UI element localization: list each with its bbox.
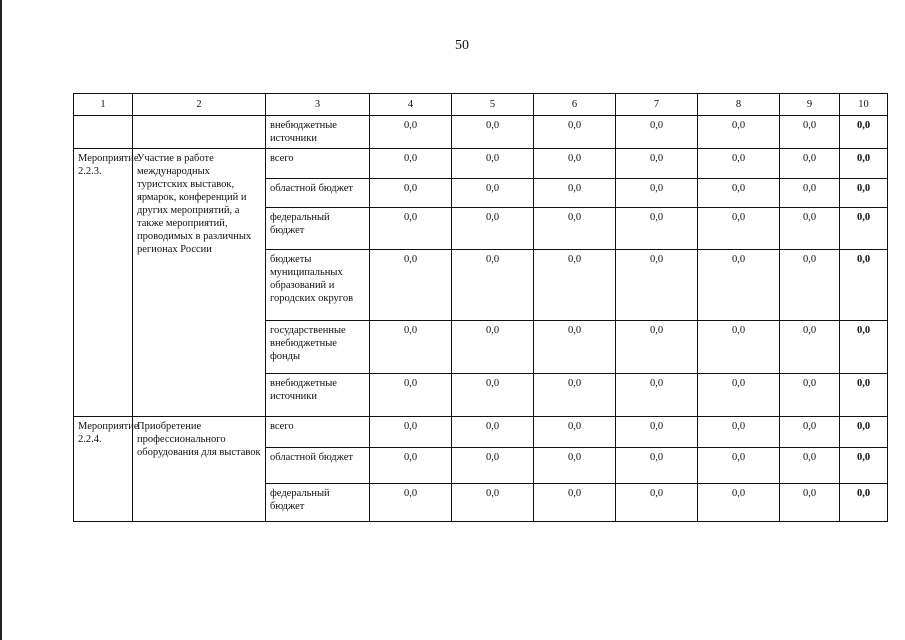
value-cell: 0,0 [370, 321, 452, 374]
value-cell: 0,0 [370, 208, 452, 250]
value-cell: 0,0 [616, 321, 698, 374]
measure-code-cell [74, 116, 133, 149]
value-cell: 0,0 [370, 484, 452, 522]
value-cell: 0,0 [616, 374, 698, 417]
value-cell: 0,0 [616, 250, 698, 321]
value-cell: 0,0 [840, 179, 888, 208]
page-number: 50 [455, 38, 469, 53]
column-header: 7 [616, 94, 698, 116]
column-header: 4 [370, 94, 452, 116]
value-cell: 0,0 [616, 179, 698, 208]
value-cell: 0,0 [698, 448, 780, 484]
value-cell: 0,0 [534, 484, 616, 522]
value-cell: 0,0 [698, 208, 780, 250]
column-header: 8 [698, 94, 780, 116]
value-cell: 0,0 [616, 149, 698, 179]
value-cell: 0,0 [780, 374, 840, 417]
value-cell: 0,0 [452, 208, 534, 250]
value-cell: 0,0 [780, 484, 840, 522]
value-cell: 0,0 [616, 208, 698, 250]
value-cell: 0,0 [534, 417, 616, 448]
value-cell: 0,0 [840, 448, 888, 484]
value-cell: 0,0 [698, 149, 780, 179]
measure-name-cell [133, 116, 266, 149]
value-cell: 0,0 [780, 448, 840, 484]
value-cell: 0,0 [452, 179, 534, 208]
value-cell: 0,0 [840, 374, 888, 417]
funding-source-cell: всего [266, 149, 370, 179]
measure-name-cell: Приобретение профессионального оборудования для выставок [133, 417, 266, 522]
value-cell: 0,0 [452, 484, 534, 522]
value-cell: 0,0 [698, 179, 780, 208]
funding-source-cell: государственные внебюджетные фонды [266, 321, 370, 374]
value-cell: 0,0 [534, 250, 616, 321]
value-cell: 0,0 [780, 250, 840, 321]
value-cell: 0,0 [370, 149, 452, 179]
value-cell: 0,0 [370, 374, 452, 417]
value-cell: 0,0 [534, 321, 616, 374]
funding-source-cell: бюджеты муниципальных образований и городских округов [266, 250, 370, 321]
value-cell: 0,0 [534, 374, 616, 417]
column-header: 6 [534, 94, 616, 116]
column-number-row [74, 94, 888, 116]
value-cell: 0,0 [840, 321, 888, 374]
value-cell: 0,0 [698, 484, 780, 522]
budget-table [73, 93, 888, 522]
value-cell: 0,0 [698, 374, 780, 417]
measure-code-cell: Мероприятие 2.2.3. [74, 149, 133, 417]
table-row [74, 149, 888, 179]
value-cell: 0,0 [616, 417, 698, 448]
column-header: 10 [840, 94, 888, 116]
value-cell: 0,0 [840, 116, 888, 149]
value-cell: 0,0 [370, 448, 452, 484]
column-header: 1 [74, 94, 133, 116]
funding-source-cell: внебюджетные источники [266, 374, 370, 417]
value-cell: 0,0 [370, 417, 452, 448]
value-cell: 0,0 [698, 321, 780, 374]
value-cell: 0,0 [780, 149, 840, 179]
value-cell: 0,0 [452, 448, 534, 484]
value-cell: 0,0 [840, 417, 888, 448]
value-cell: 0,0 [840, 250, 888, 321]
measure-code-cell: Мероприятие 2.2.4. [74, 417, 133, 522]
value-cell: 0,0 [370, 250, 452, 321]
funding-source-cell: областной бюджет [266, 179, 370, 208]
value-cell: 0,0 [534, 179, 616, 208]
funding-source-cell: внебюджетные источники [266, 116, 370, 149]
column-header: 3 [266, 94, 370, 116]
value-cell: 0,0 [698, 250, 780, 321]
funding-source-cell: федеральный бюджет [266, 208, 370, 250]
value-cell: 0,0 [534, 116, 616, 149]
value-cell: 0,0 [698, 417, 780, 448]
table-row [74, 116, 888, 149]
column-header: 9 [780, 94, 840, 116]
value-cell: 0,0 [616, 448, 698, 484]
funding-source-cell: областной бюджет [266, 448, 370, 484]
value-cell: 0,0 [452, 250, 534, 321]
page-left-edge [0, 0, 2, 640]
column-header: 2 [133, 94, 266, 116]
value-cell: 0,0 [698, 116, 780, 149]
value-cell: 0,0 [452, 417, 534, 448]
value-cell: 0,0 [452, 321, 534, 374]
value-cell: 0,0 [616, 116, 698, 149]
funding-source-cell: всего [266, 417, 370, 448]
value-cell: 0,0 [452, 374, 534, 417]
value-cell: 0,0 [780, 208, 840, 250]
value-cell: 0,0 [452, 149, 534, 179]
value-cell: 0,0 [452, 116, 534, 149]
value-cell: 0,0 [840, 208, 888, 250]
value-cell: 0,0 [370, 116, 452, 149]
value-cell: 0,0 [780, 116, 840, 149]
funding-source-cell: федеральный бюджет [266, 484, 370, 522]
value-cell: 0,0 [534, 208, 616, 250]
value-cell: 0,0 [780, 417, 840, 448]
value-cell: 0,0 [534, 149, 616, 179]
table-row [74, 417, 888, 448]
value-cell: 0,0 [534, 448, 616, 484]
value-cell: 0,0 [780, 179, 840, 208]
value-cell: 0,0 [616, 484, 698, 522]
column-header: 5 [452, 94, 534, 116]
measure-name-cell: Участие в работе международных туристских выставок, ярмарок, конференций и других мероприятий, а также мероприятий, проводимых в различных регионах России [133, 149, 266, 417]
value-cell: 0,0 [840, 484, 888, 522]
value-cell: 0,0 [780, 321, 840, 374]
value-cell: 0,0 [840, 149, 888, 179]
value-cell: 0,0 [370, 179, 452, 208]
